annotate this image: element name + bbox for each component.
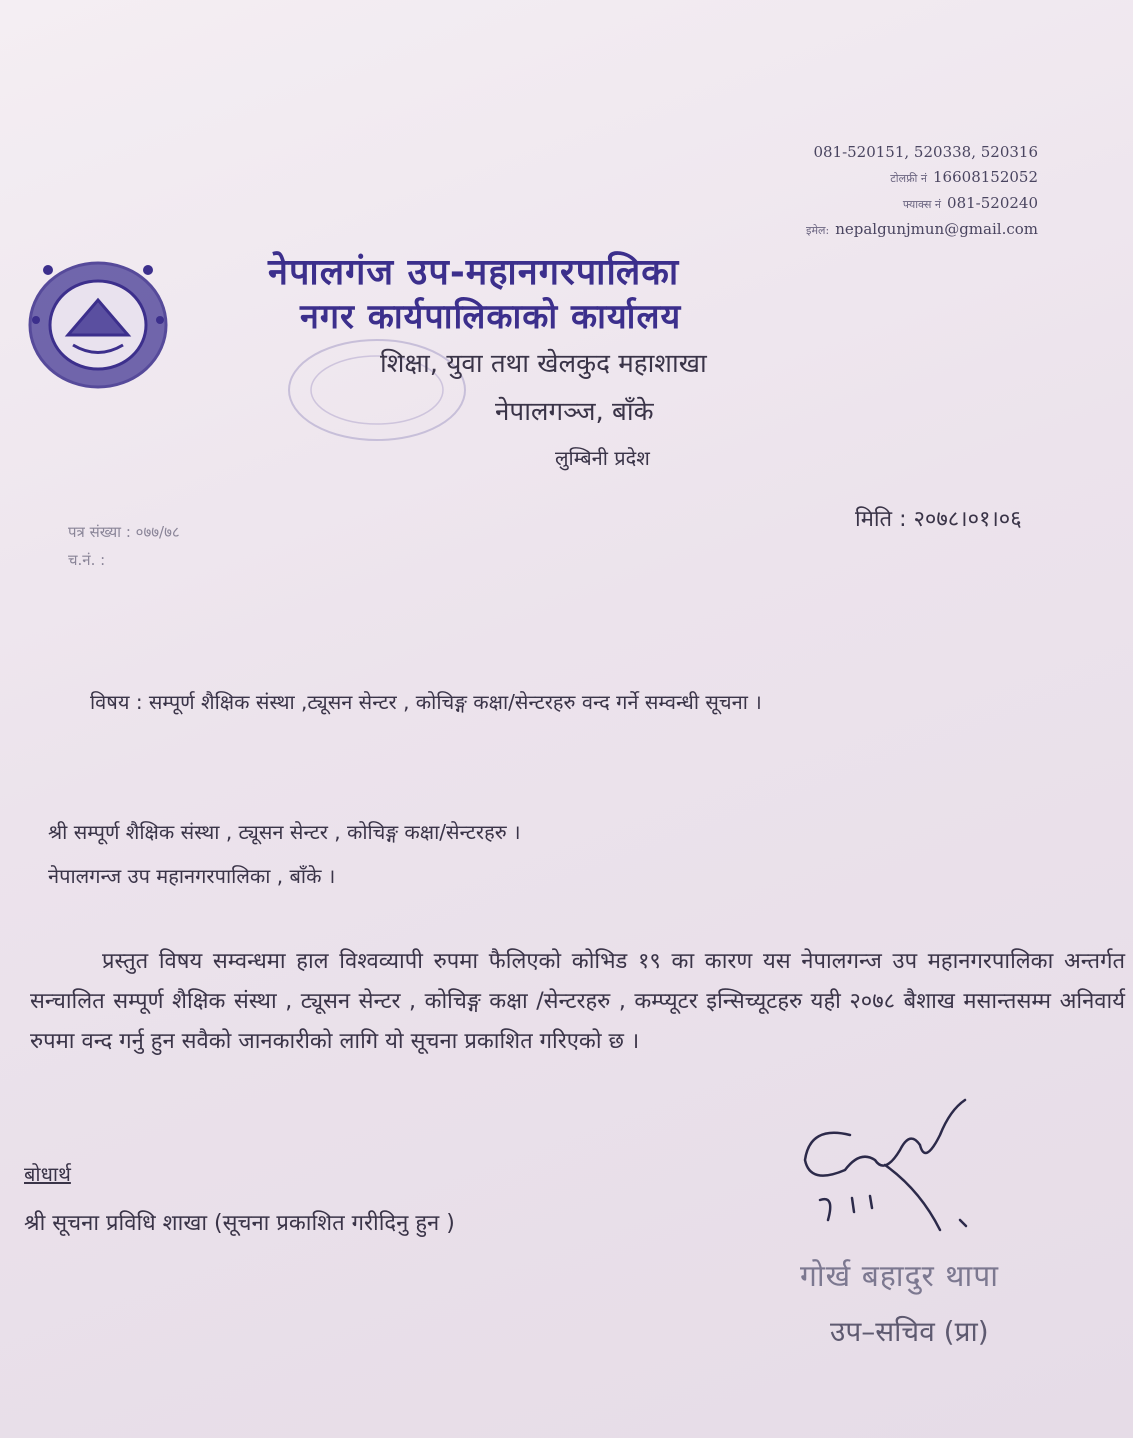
municipality-name: नेपालगंज उप-महानगरपालिका: [268, 252, 680, 293]
province-name: लुम्बिनी प्रदेश: [555, 446, 650, 470]
cc-recipient: श्री सूचना प्रविधि शाखा (सूचना प्रकाशित गरीदिनु हुन ): [24, 1211, 455, 1236]
email-address: nepalgunjmun@gmail.com: [835, 220, 1038, 238]
handwritten-signature-icon: [790, 1090, 990, 1240]
email-label: इमेल:: [806, 224, 830, 237]
email-line: [678, 217, 1038, 243]
letter-date: मिति : २०७८।०१।०६: [855, 507, 1022, 532]
fax-label: फ्याक्स नं: [902, 198, 942, 211]
addressee-line-2: नेपालगन्ज उप महानगरपालिका , बाँके ।: [48, 864, 336, 888]
division-name: शिक्षा, युवा तथा खेलकुद महाशाखा: [380, 349, 707, 379]
contact-block: [678, 140, 1038, 243]
signatory-name: गोर्ख बहादुर थापा: [800, 1259, 1000, 1294]
cc-label: बोधार्थ: [24, 1162, 71, 1186]
office-name: नगर कार्यपालिकाको कार्यालय: [300, 297, 682, 337]
tollfree-label: टोलफ्री नं: [890, 172, 928, 185]
signatory-title: उप–सचिव (प्रा): [830, 1315, 989, 1348]
reference-block: [68, 518, 180, 574]
phone-numbers: 081-520151, 520338, 520316: [813, 143, 1038, 161]
dispatch-number: च.नं. :: [68, 551, 106, 569]
letter-body: प्रस्तुत विषय सम्वन्धमा हाल विश्वव्यापी रुपमा फैलिएको कोभिड १९ का कारण यस नेपालगन्ज उप महानगरपालिका अन्तर्गत सन्चालित सम्पूर्ण शैक्षिक संस्था , ट्यूसन सेन्टर , कोचिङ्ग कक्षा /सेन्टरहरु , कम्प्यूटर इन्सिच्यूटहरु यही २०७८ बैशाख मसान्तसम्म अनिवार्य रुपमा वन्द गर्नु हुन सवैको जानकारीको लागि यो सूचना प्रकाशित गरिएको छ ।: [30, 949, 1125, 1054]
tollfree-number: 16608152052: [933, 168, 1038, 186]
tollfree-line: [678, 165, 1038, 191]
fax-number: 081-520240: [947, 194, 1038, 212]
fax-line: [678, 191, 1038, 217]
office-location: नेपालगञ्ज, बाँके: [495, 397, 654, 427]
letter-number: पत्र संख्या : ०७७/७८: [68, 523, 180, 541]
government-emblem-icon: [18, 250, 178, 400]
addressee-line-1: श्री सम्पूर्ण शैक्षिक संस्था , ट्यूसन सेन्टर , कोचिङ्ग कक्षा/सेन्टरहरु ।: [48, 820, 521, 844]
letter-subject: विषय : सम्पूर्ण शैक्षिक संस्था ,ट्यूसन सेन्टर , कोचिङ्ग कक्षा/सेन्टरहरु वन्द गर्ने सम्वन्धी सूचना ।: [90, 690, 762, 714]
